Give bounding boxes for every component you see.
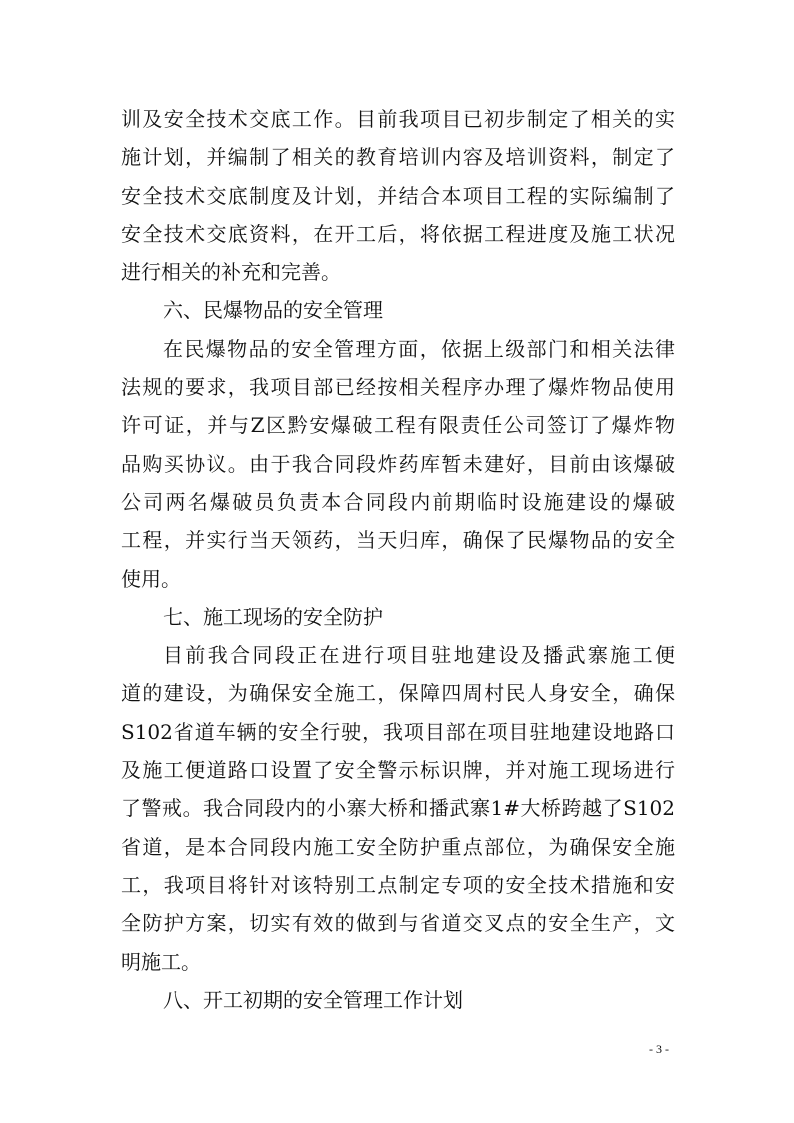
text-line: 进行相关的补充和完善。 (121, 260, 341, 285)
page-number: - 3 - (649, 1042, 669, 1056)
text-line: 工程，并实行当天领药，当天归库，确保了民爆物品的安全 (121, 528, 675, 553)
text-line: 全防护方案，切实有效的做到与省道交叉点的安全生产，文 (121, 911, 675, 936)
text-line: 施计划，并编制了相关的教育培训内容及培训资料，制定了 (121, 145, 675, 170)
text-line: 安全技术交底制度及计划，并结合本项目工程的实际编制了 (121, 183, 675, 208)
text-line: 目前我合同段正在进行项目驻地建设及播武寨施工便 (163, 643, 675, 668)
text-line: 省道，是本合同段内施工安全防护重点部位，为确保安全施 (121, 834, 675, 859)
section-heading-6: 六、民爆物品的安全管理 (163, 298, 383, 323)
text-line: 品购买协议。由于我合同段炸药库暂未建好，目前由该爆破 (121, 451, 675, 476)
text-line: 训及安全技术交底工作。目前我项目已初步制定了相关的实 (121, 107, 675, 131)
text-line: 及施工便道路口设置了安全警示标识牌，并对施工现场进行 (121, 758, 675, 783)
text-line: 在民爆物品的安全管理方面，依据上级部门和相关法律 (163, 336, 675, 361)
section-heading-8: 八、开工初期的安全管理工作计划 (163, 987, 463, 1012)
text-line: S102省道车辆的安全行驶，我项目部在项目驻地建设地路口 (121, 719, 675, 744)
text-line: 使用。 (121, 566, 181, 591)
section-heading-7: 七、施工现场的安全防护 (163, 604, 383, 629)
text-line: 许可证，并与Z区黔安爆破工程有限责任公司签订了爆炸物 (121, 413, 675, 438)
document-body (121, 100, 675, 1019)
text-line: 安全技术交底资料，在开工后，将依据工程进度及施工状况 (121, 221, 675, 246)
text-line: 法规的要求，我项目部已经按相关程序办理了爆炸物品使用 (121, 375, 675, 400)
text-line: 明施工。 (121, 949, 201, 974)
text-line: 公司两名爆破员负责本合同段内前期临时设施建设的爆破 (121, 489, 675, 514)
text-line: 工，我项目将针对该特别工点制定专项的安全技术措施和安 (121, 872, 675, 897)
text-line: 了警戒。我合同段内的小寨大桥和播武寨1#大桥跨越了S102 (121, 796, 675, 821)
text-line: 道的建设，为确保安全施工，保障四周村民人身安全，确保 (121, 681, 675, 706)
